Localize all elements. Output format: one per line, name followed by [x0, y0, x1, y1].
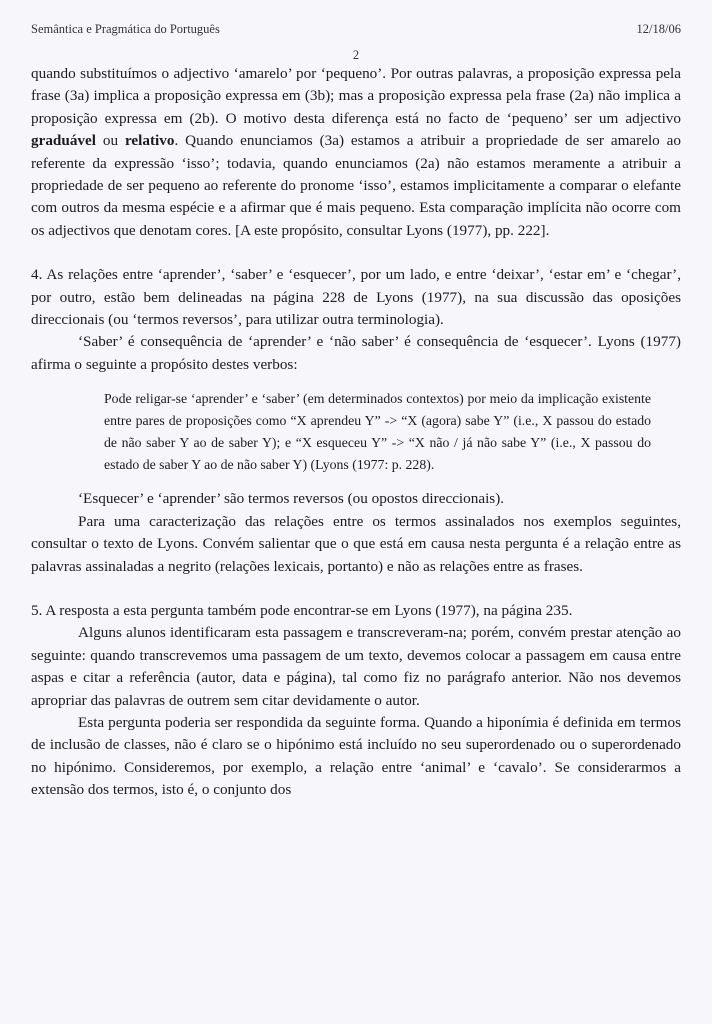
- paragraph-adjectives: quando substituímos o adjectivo ‘amarelo’ por ‘pequeno’. Por outras palavras, a proposição expressa pela frase (3a) implica a proposição expressa em (3b); mas a proposição expressa pela frase (2a) não implica a proposição expressa em (2b). O motivo desta diferença está no facto de ‘pequeno’ ser um adjectivo graduável ou relativo. Quando enunciamos (3a) estamos a atribuir a propriedade de ser amarelo ao referente da expressão ‘isso’; todavia, quando enunciamos (2a) não estamos meramente a atribuir a propriedade de ser pequeno ao referente do pronome ‘isso’, estamos implicitamente a comparar o elefante com outros da mesma espécie e a afirmar que é mais pequeno. Esta comparação implícita não ocorre com os adjectivos que denotam cores. [A este propósito, consultar Lyons (1977), pp. 222].: [31, 65, 682, 239]
- paragraph-question-5: 5. A resposta a esta pergunta também pode encontrar-se em Lyons (1977), na página 235.: [31, 601, 573, 619]
- paragraph-question-4: 4. As relações entre ‘aprender’, ‘saber’ e ‘esquecer’, por um lado, e entre ‘deixar’, ‘estar em’ e ‘chegar’, por outro, estão bem delineadas na página 228 de Lyons (1977), na sua discussão das oposições direccionais (ou ‘termos reversos’, para utilizar outra terminologia).: [31, 266, 681, 329]
- bold-term-graduavel: graduável: [31, 132, 96, 150]
- block-quote-lyons: Pode religar-se ‘aprender’ e ‘saber’ (em determinados contextos) por meio da implicação existente entre pares de proposições como “X aprendeu Y” -> “X (agora) sabe Y” (i.e., X passou do estado de não saber Y ao de saber Y); e “X esqueceu Y” -> “X não / já não sabe Y” (i.e., X passou do estado de saber Y ao de não saber Y) (Lyons (1977: p. 228).: [104, 391, 651, 473]
- header-course-title: Semântica e Pragmática do Português: [31, 22, 220, 36]
- paragraph-hiponimia: Esta pergunta poderia ser respondida da seguinte forma. Quando a hiponímia é definida em termos de inclusão de classes, não é claro se o hipónimo está incluído no seu superordenado ou o superordenado no hipónimo. Consideremos, por exemplo, a relação entre ‘animal’ e ‘cavalo’. Se considerarmos a extensão dos termos, isto é, o conjunto dos: [31, 713, 681, 799]
- paragraph-reversos: ‘Esquecer’ e ‘aprender’ são termos reversos (ou opostos direccionais).: [78, 490, 505, 508]
- document-body: [31, 63, 681, 802]
- bold-term-relativo: relativo: [124, 132, 175, 150]
- header-date: 12/18/06: [636, 22, 681, 36]
- paragraph-caracterizacao: Para uma caracterização das relações entre os termos assinalados nos exemplos seguintes, consultar o texto de Lyons. Convém salientar que o que está em causa nesta pergunta é a relação entre as palavras assinaladas a negrito (relações lexicais, portanto) e não as relações entre as frases.: [31, 512, 681, 575]
- page-number: 2: [352, 48, 360, 62]
- paragraph-saber: ‘Saber’ é consequência de ‘aprender’ e ‘não saber’ é consequência de ‘esquecer’. Lyons (1977) afirma o seguinte a propósito destes verbos:: [31, 333, 681, 373]
- paragraph-citacao: Alguns alunos identificaram esta passagem e transcreveram-na; porém, convém prestar atenção ao seguinte: quando transcrevemos uma passagem de um texto, devemos colocar a passagem em causa entre aspas e citar a referência (autor, data e página), tal como fiz no parágrafo anterior. Não nos devemos apropriar das palavras de outrem sem citar devidamente o autor.: [31, 624, 681, 709]
